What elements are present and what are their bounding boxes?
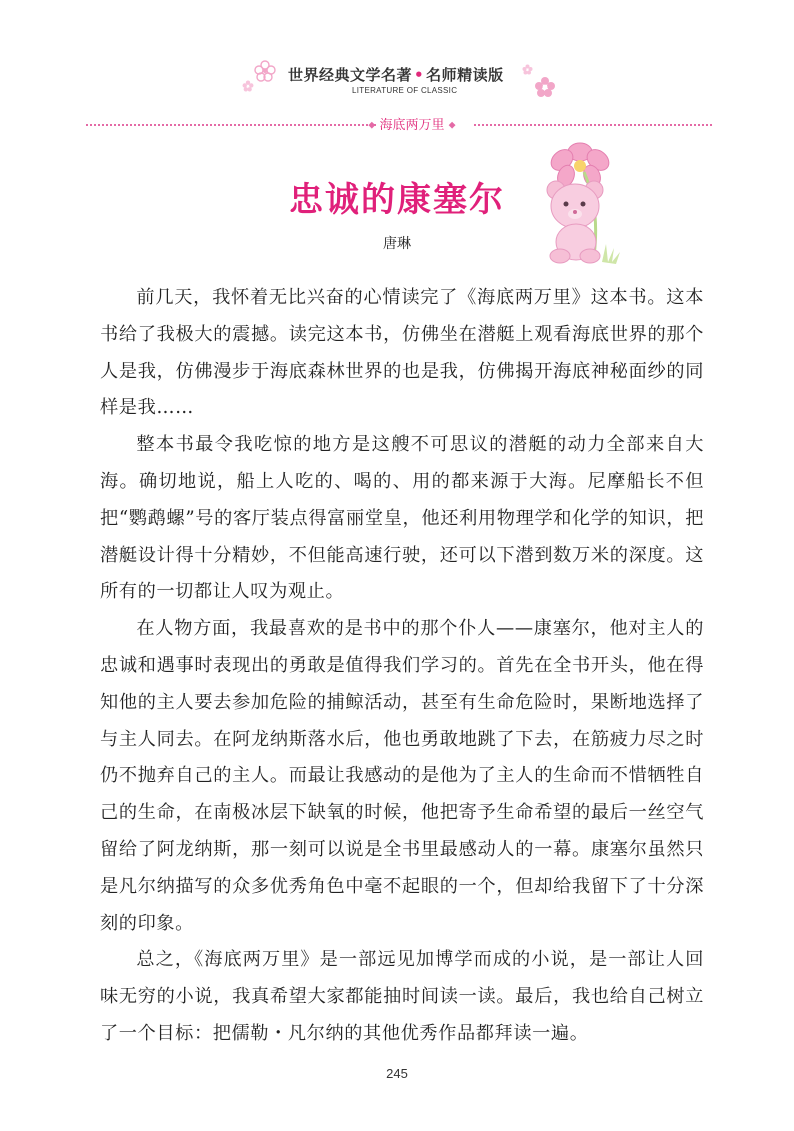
series-edition: 名师精读版	[426, 66, 504, 84]
paragraph: 在人物方面，我最喜欢的是书中的那个仆人——康塞尔，他对主人的忠诚和遇事时表现出的勇敢是值得我们学习的。首先在全书开头，他在得知他的主人要去参加危险的捕鲸活动，甚至有生命危险时，果断地选择了与主人同去。在阿龙纳斯落水后，他也勇敢地跳了下去，在筋疲力尽之时仍不抛弃自己的主人。而最让我感动的是他为了主人的生命而不惜牺牲自己的生命，在南极冰层下缺氧的时候，他把寄予生命希望的最后一丝空气留给了阿龙纳斯，那一刻可以说是全书里最感动人的一幕。康塞尔虽然只是凡尔纳描写的众多优秀角色中毫不起眼的一个，但却给我留下了十分深刻的印象。	[100, 618, 704, 934]
book-tag	[350, 114, 474, 133]
series-title	[288, 64, 504, 85]
article-body	[100, 280, 704, 1053]
series-name: 世界经典文学名著	[288, 66, 413, 84]
flower-icon	[534, 76, 556, 98]
paragraph: 前几天，我怀着无比兴奋的心情读完了《海底两万里》这本书。这本书给了我极大的震撼。读完这本书，仿佛坐在潜艇上观看海底世界的那个人是我，仿佛漫步于海底森林世界的也是我，仿佛揭开海底神秘面纱的同样是我……	[100, 287, 704, 419]
paragraph: 总之，《海底两万里》是一部远见加博学而成的小说，是一部让人回味无穷的小说，我真希望大家都能抽时间读一读。最后，我也给自己树立了一个目标：把儒勒・凡尔纳的其他优秀作品都拜读一遍。	[100, 949, 704, 1044]
header-divider-right	[474, 124, 712, 126]
series-header	[240, 60, 560, 120]
series-subtitle: LITERATURE OF CLASSIC	[352, 86, 458, 95]
book-tag-label: 海底两万里	[379, 118, 445, 133]
article-author: 唐琳	[383, 236, 411, 252]
series-dot: •	[414, 66, 425, 84]
diamond-icon: ◆	[448, 120, 456, 131]
header-divider-left	[86, 124, 376, 126]
paragraph: 整本书最令我吃惊的地方是这艘不可思议的潜艇的动力全部来自大海。确切地说，船上人吃的、喝的、用的都来源于大海。尼摩船长不但把“鹦鹉螺”号的客厅装点得富丽堂皇，他还利用物理学和化学的知识，把潜艇设计得十分精妙，不但能高速行驶，还可以下潜到数万米的深度。这所有的一切都让人叹为观止。	[100, 434, 704, 603]
flower-icon	[254, 60, 276, 82]
flower-icon	[242, 80, 254, 92]
diamond-icon: ◆	[368, 120, 376, 131]
page-number: 245	[386, 1066, 408, 1081]
flower-icon	[522, 64, 533, 75]
article-title: 忠诚的康塞尔	[289, 180, 505, 220]
